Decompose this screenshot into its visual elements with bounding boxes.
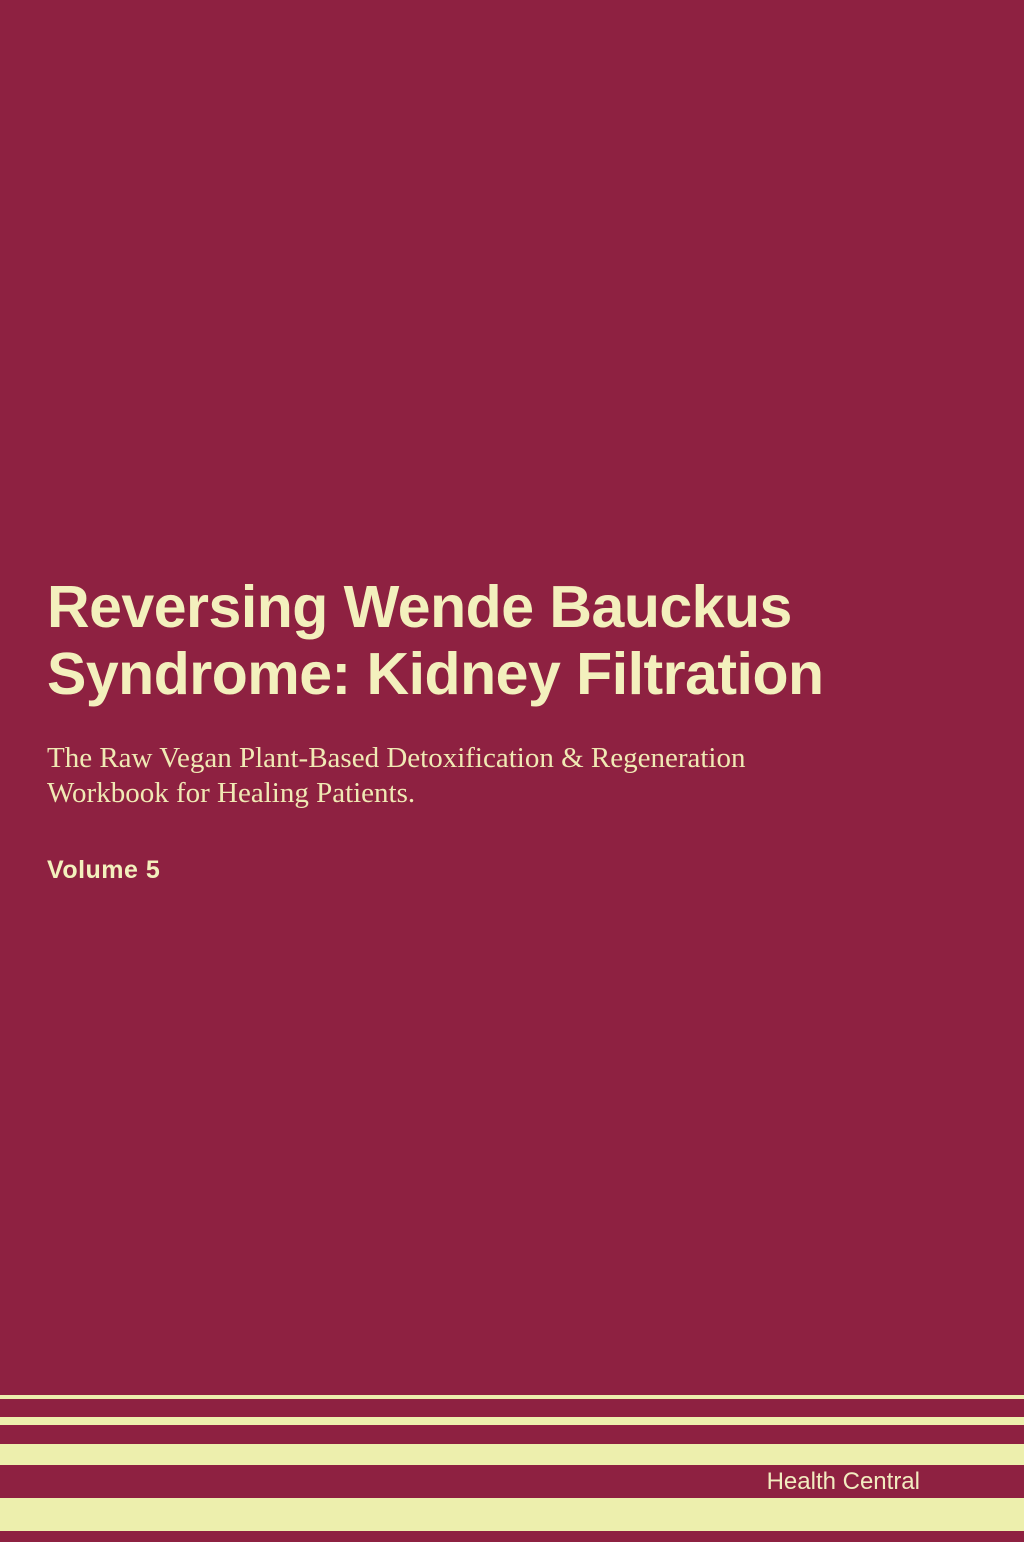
publisher-band [0, 1465, 1024, 1498]
footer-stripe-thin [0, 1395, 1024, 1399]
book-subtitle [47, 741, 746, 811]
footer-stripe-small [0, 1417, 1024, 1425]
book-title-line-2: Syndrome: Kidney Filtration [47, 641, 824, 707]
volume-label: Volume 5 [47, 856, 161, 884]
book-subtitle-line-1: The Raw Vegan Plant-Based Detoxification & Regeneration [47, 742, 746, 774]
footer-stripe-medium [0, 1444, 1024, 1465]
book-subtitle-line-2: Workbook for Healing Patients. [47, 777, 416, 809]
book-title-line-1: Reversing Wende Bauckus [47, 574, 792, 640]
publisher-name: Health Central [766, 1468, 920, 1495]
footer-stripe-wide [0, 1498, 1024, 1531]
book-title [47, 574, 824, 708]
